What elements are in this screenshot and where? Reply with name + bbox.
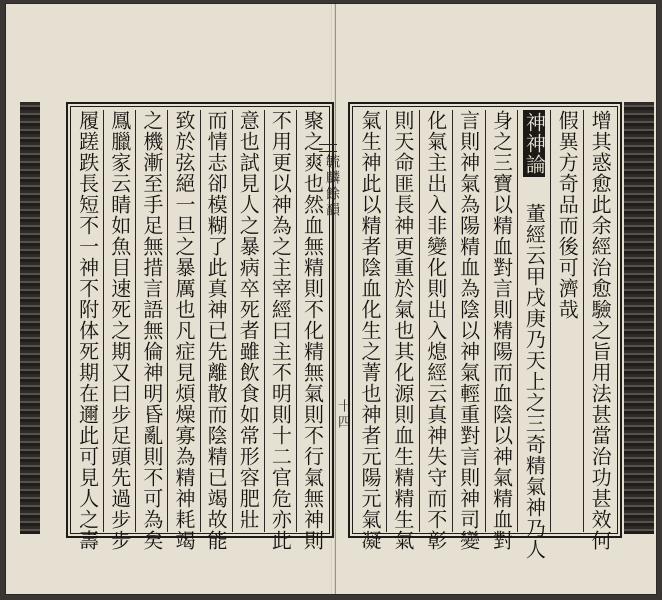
column-text: 氣生神此以精者陰血化生之菁也神者元陽元氣凝 [357,110,382,551]
left-columns [72,110,328,551]
column-text: 言則神氣為陽精血為陰以神氣輕重對言則神司變 [456,110,481,551]
section-header-wrap [522,110,547,560]
text-column [386,110,419,551]
right-columns [354,110,616,560]
column-text: 則天命匪長神更重於氣也其化源則血生精精生氣 [390,110,415,551]
center-title: 毓麟餘韻 [324,154,340,218]
text-column [485,110,518,551]
text-column [103,110,135,551]
text-column [583,110,616,551]
column-text: 增其惑愈此余經治愈驗之旨用法甚當治功甚效何 [588,110,613,551]
column-text: 之機漸至手足無措言語無倫神明昏亂則不可為矣 [139,110,164,551]
text-column [550,110,583,532]
column-text: 身之三寶以精血對言則精陽而血陰以神氣精血對 [489,110,514,551]
folio-number: 十四 [335,399,350,431]
column-text: 履蹉跌長短不一神不附体死期在邇此可見人之壽 [75,110,100,551]
section-header-column [517,110,550,560]
book-spread [6,4,656,594]
fold-line [335,4,336,594]
text-column [354,110,386,551]
text-column [167,110,199,551]
column-text: 鳳臘家云睛如魚目速死之期又曰步足頭先過步步 [107,110,132,551]
right-edge-texture [624,102,654,534]
column-text: 聚之爽也然血無精則不化精無氣則不行氣無神則 [300,110,325,551]
text-column [200,110,232,551]
text-column [452,110,485,551]
column-text: 意也試見人之暴病卒死者雖飲食如常形容肥壯 [236,110,261,530]
text-column [419,110,452,551]
fish-tail-mark [319,144,337,152]
text-column [135,110,167,551]
column-text: 化氣主出入非變化則出入熄經云真神失守而不彰 [423,110,448,551]
left-edge-texture [20,102,40,534]
section-header: 神神論 [522,112,547,175]
text-column [72,110,103,551]
text-column [264,110,296,551]
column-text: 假異方奇品而後可濟哉 [555,110,580,320]
column-text: 董經云甲戌庚乃天上之三奇精氣神乃人 [522,203,547,560]
text-column [232,110,264,532]
column-text: 致於弦絕一旦之暴厲也凡症見煩燥寡為精神耗竭 [171,110,196,551]
column-text: 而情志卻模糊了此真神已先離散而陰精已竭故能 [204,110,229,551]
right-text-frame [348,102,622,560]
column-text: 不用更以神為之主宰經曰主不明則十二官危亦此 [268,110,293,551]
left-text-frame [66,102,334,551]
